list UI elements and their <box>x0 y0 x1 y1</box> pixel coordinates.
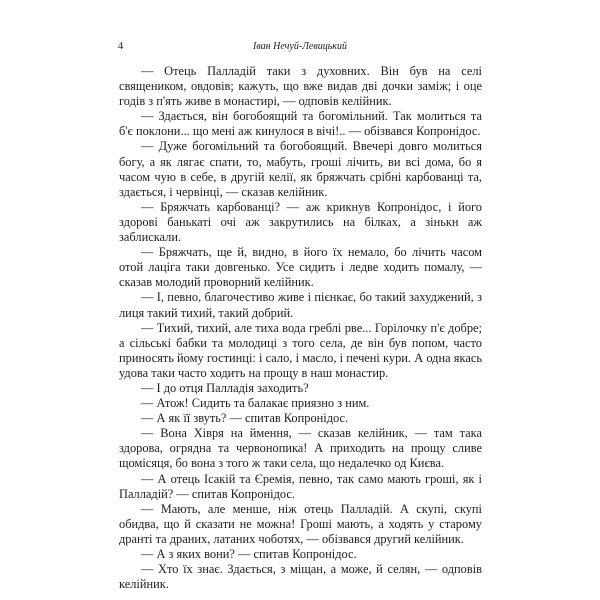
paragraph: — Атож! Сидить та балакає приязно з ним. <box>141 396 370 411</box>
body-text <box>119 64 482 592</box>
paragraph: — Вона Хівря на ймення, — сказав келійник, — там така здорова, огрядна та червонопика! А приходить на прощу сливе щомісяця, бо вона з того ж таки села, що недалечко од Києва. <box>119 426 482 471</box>
paragraph: — І, певно, благочестиво живе і пієнкає, бо такий захуджений, з лиця такий тихий, такий добрий. <box>119 290 482 320</box>
paragraph: — Дуже богомільний та богобоящий. Ввечері довго молиться богу, а як лягає спати, то, мабуть, гроші лічить, ви всі дома, бо я часом чую в себе, в другій келії, як бряжчать срібні карбованці та, здається, і червінці, — сказав келійник. <box>119 139 482 199</box>
paragraph: — І до отця Палладія заходить? <box>141 380 309 395</box>
paragraph: — А отець Ісакій та Єремія, певно, так само мають гроші, як і Палладій? — спитав Копронідос. <box>119 471 482 501</box>
paragraph: — Бряжчать карбованці? — аж крикнув Копронідос, і його здорові банькаті очі аж закрутились на білках, а зінькн аж заблискали. <box>119 199 482 245</box>
paragraph: — Мають, але менше, ніж отець Палладій. А скупі, скупі обидва, що й сказати не можна! Гроші мають, а ходять у старому дранті та драних, латаних чоботях, — обізвався другий келійник. <box>119 501 482 546</box>
paragraph: — Здається, він богобоящий та богомільний. Так молиться та б'є поклони... що мені аж кинулося в вічі!.. — обізвався Копронідос. <box>119 109 482 139</box>
paragraph: — А з яких вони? — спитав Копронідос. <box>141 547 357 561</box>
running-head: Іван Нечуй-Левицький <box>253 41 347 52</box>
paragraph: — Бряжчать, ще й, видно, в його їх немало, бо лічить часом отой лаціга таки довгенько. Усе сидить і ледве ходить помалу, — сказав молодий проворний келійник. <box>119 245 482 290</box>
paragraph: — Хто їх знає. Здається, з міщан, а може, й селян, — одповів келійник. <box>119 562 482 592</box>
paragraph: — Тихий, тихий, але тиха вода греблі рве... Горілочку п'є добре; а сільські бабки та молодиці з того села, де він був попом, часто приносять йому гостинці: і сало, і масло, і печені кури. А одна якась удова таки часто ходить на прощу в наш монастир. <box>119 320 482 380</box>
paragraph: — А як її звуть? — спитав Копронідос. <box>141 411 349 426</box>
page-number: 4 <box>118 41 124 52</box>
paragraph: — Отець Палладій таки з духовних. Він був на селі священиком, овдовів; кажуть, що вже видав дві дочки заміж; і оце годів з п'ять живе в монастирі, — одповів келійник. <box>119 64 482 109</box>
